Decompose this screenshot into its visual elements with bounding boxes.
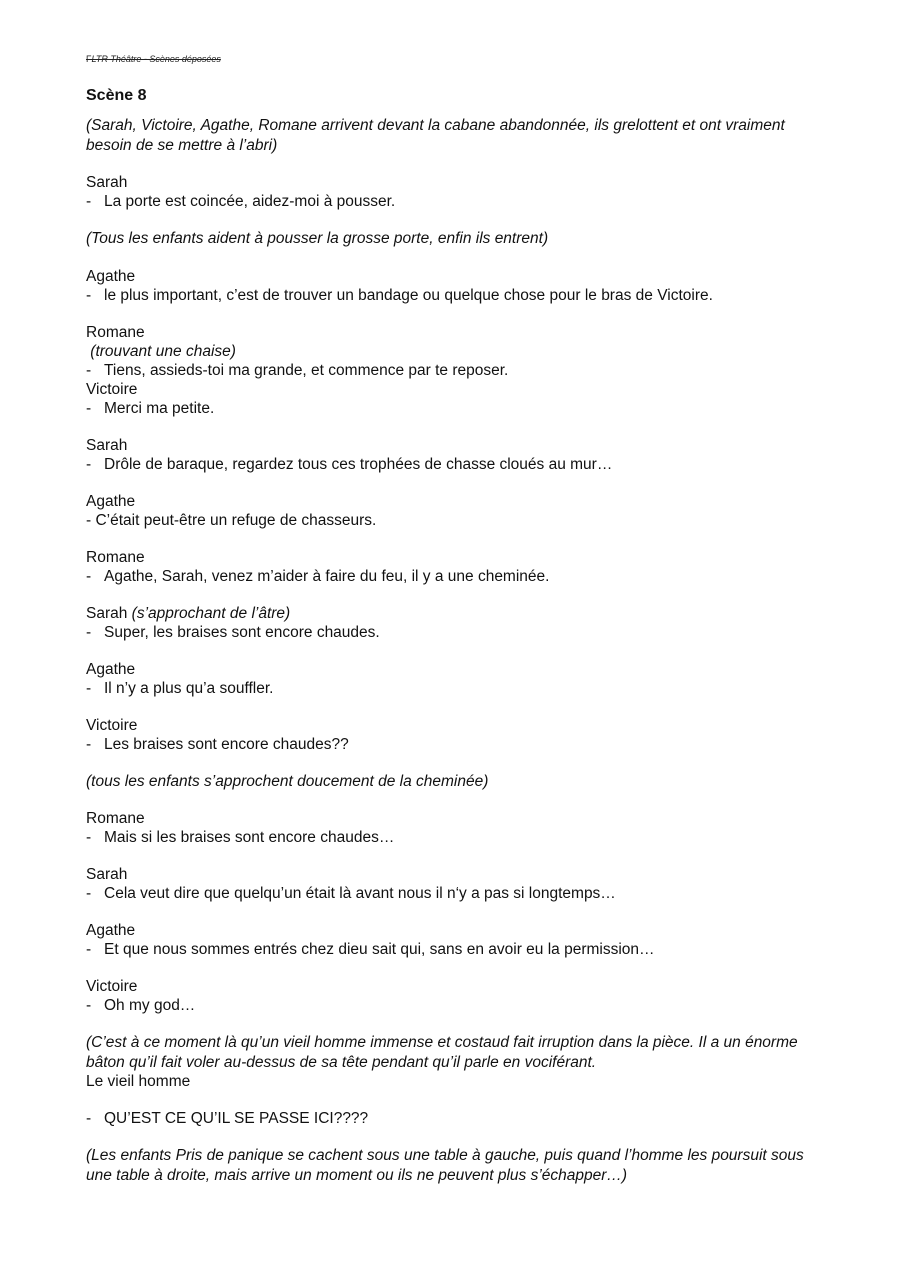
speaker-name: Romane [86,810,145,827]
stage-direction: (tous les enfants s’approchent doucement de la cheminée) [86,772,489,790]
speaker-name: Sarah [86,866,128,883]
dialogue-line: - QU’EST CE QU’IL SE PASSE ICI???? [86,1110,369,1127]
stage-direction: (Tous les enfants aident à pousser la grosse porte, enfin ils entrent) [86,230,549,247]
speaker-name: Victoire [86,978,138,995]
speaker-name: Sarah [86,174,128,191]
dialogue-line: - Merci ma petite. [86,399,215,417]
dialogue-line: - C’était peut-être un refuge de chasseurs. [86,511,377,529]
speaker-name: Le vieil homme [86,1073,191,1090]
dialogue-line: - le plus important, c’est de trouver un bandage ou quelque chose pour le bras de Victoire. [86,286,713,304]
speaker-name: Agathe [86,492,136,510]
dialogue-line: - La porte est coincée, aidez-moi à pousser. [86,193,396,210]
speaker-name: Victoire [86,716,138,734]
dialogue-line: - Mais si les braises sont encore chaudes… [86,829,395,846]
stage-direction: (Sarah, Victoire, Agathe, Romane arrivent devant la cabane abandonnée, ils grelottent et ont vraiment besoin de se mettre à l’abri) [86,117,785,154]
scene-title: Scène 8 [86,87,147,104]
stage-direction: (C’est à ce moment là qu’un vieil homme immense et costaud fait irruption dans la pièce. Il a un énorme bâton qu’il fait voler au-dessus de sa tête pendant qu’il parle en vociférant. [86,1034,798,1071]
stage-direction: (Les enfants Pris de panique se cachent sous une table à gauche, puis quand l’homme les poursuit sous une table à droite, mais arrive un moment ou ils ne peuvent plus s’échapper…) [86,1147,804,1184]
dialogue-line: - Super, les braises sont encore chaudes. [86,623,380,641]
document-header: FLTR Théâtre - Scènes déposées [86,54,221,64]
dialogue-line: - Et que nous sommes entrés chez dieu sait qui, sans en avoir eu la permission… [86,941,655,958]
speaker-name: Agathe [86,922,136,939]
speaker-name: Romane [86,548,145,566]
dialogue-line: - Il n’y a plus qu’a souffler. [86,679,274,697]
dialogue-line: - Oh my god… [86,997,196,1014]
header-text: LTR Théâtre - Scènes déposées [91,54,221,64]
speaker-direction: (trouvant une chaise) [86,342,236,360]
speaker-name: Agathe [86,267,136,285]
dialogue-line: - Drôle de baraque, regardez tous ces trophées de chasse cloués au mur… [86,455,613,473]
speaker-name: Sarah [86,436,128,454]
speaker-name: Romane [86,323,145,341]
speaker-name: Agathe [86,660,136,678]
dialogue-line: - Agathe, Sarah, venez m’aider à faire du feu, il y a une cheminée. [86,567,550,585]
speaker-name: Sarah (s’approchant de l’âtre) [86,604,291,622]
dialogue-line: - Cela veut dire que quelqu’un était là avant nous il n‘y a pas si longtemps… [86,885,616,902]
speaker-direction: (s’approchant de l’âtre) [127,604,291,622]
script-page [86,52,816,1185]
dialogue-line: - Les braises sont encore chaudes?? [86,735,349,753]
dialogue-line: - Tiens, assieds-toi ma grande, et commence par te reposer. [86,361,509,379]
speaker-name: Victoire [86,380,138,398]
